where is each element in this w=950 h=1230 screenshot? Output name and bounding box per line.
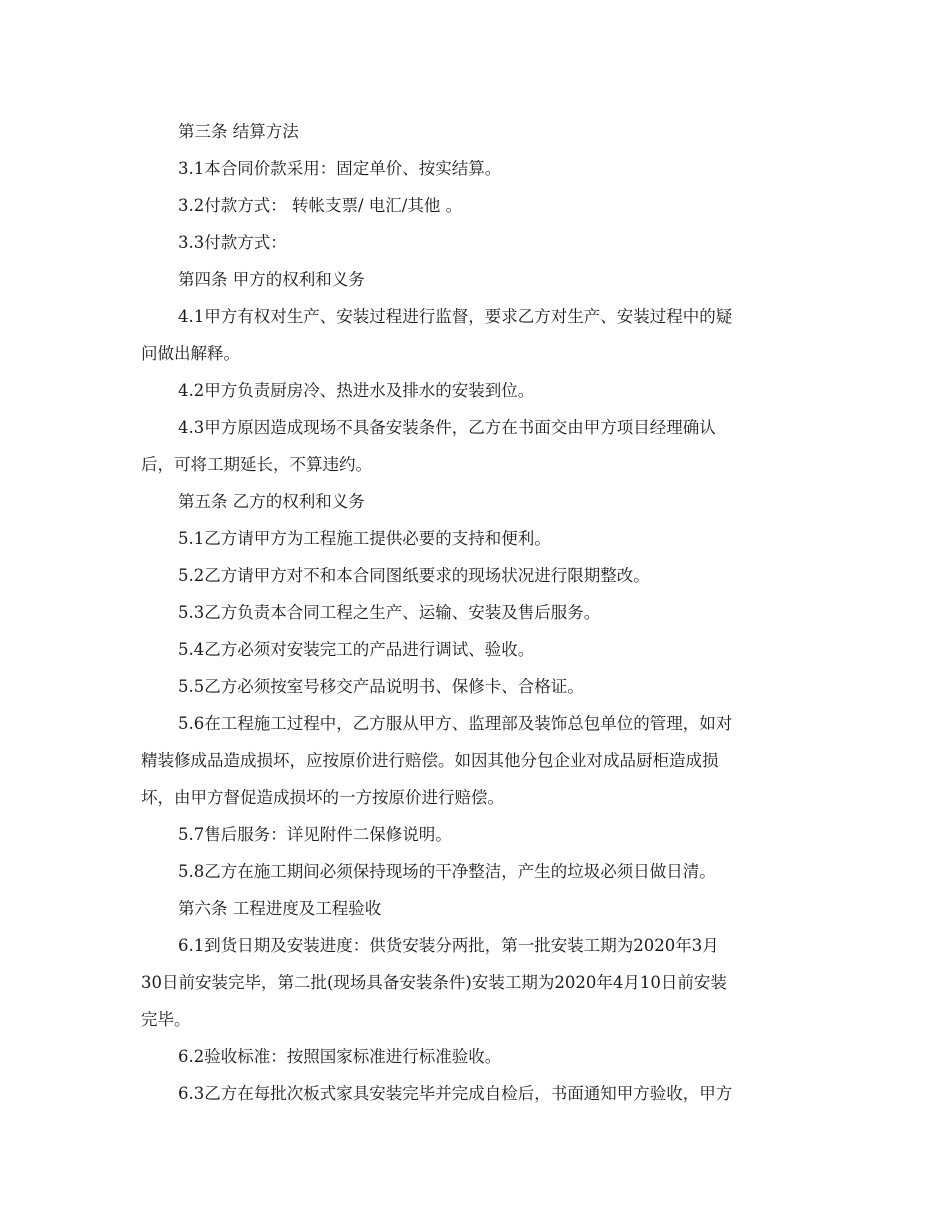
clause-5-5 [141, 668, 811, 705]
text-line: 精装修成品造成损坏，应按原价进行赔偿。如因其他分包企业对成品厨柜造成损 [141, 751, 719, 770]
clause-4-2 [141, 372, 811, 409]
clause-5-3 [141, 594, 811, 631]
text-line: 5.6在工程施工过程中，乙方服从甲方、监理部及装饰总包单位的管理，如对 [178, 714, 733, 733]
text-line: 第三条 结算方法 [178, 122, 299, 141]
clause-4-1 [141, 298, 811, 372]
text-line: 5.2乙方请甲方对不和本合同图纸要求的现场状况进行限期整改。 [178, 566, 650, 585]
document-body [141, 113, 811, 1112]
text-line: 第六条 工程进度及工程验收 [178, 899, 382, 918]
text-line: 3.3付款方式： [178, 233, 287, 252]
text-line: 5.7售后服务：详见附件二保修说明。 [178, 825, 452, 844]
text-line: 30日前安装完毕，第二批(现场具备安装条件)安装工期为2020年4月10日前安装 [141, 973, 727, 992]
clause-3-2 [141, 187, 811, 224]
clause-5-2 [141, 557, 811, 594]
clause-6-3 [141, 1075, 811, 1112]
text-line: 完毕。 [141, 1010, 191, 1029]
text-line: 第五条 乙方的权利和义务 [178, 492, 365, 511]
clause-5-heading [141, 483, 811, 520]
clause-5-4 [141, 631, 811, 668]
text-line: 3.1本合同价款采用：固定单价、按实结算。 [178, 159, 502, 178]
clause-5-7 [141, 816, 811, 853]
clause-3-1 [141, 150, 811, 187]
text-line: 后，可将工期延长，不算违约。 [141, 455, 372, 474]
text-line: 问做出解释。 [141, 344, 240, 363]
text-line: 5.3乙方负责本合同工程之生产、运输、安装及售后服务。 [178, 603, 601, 622]
clause-6-1 [141, 927, 811, 1038]
text-line: 5.8乙方在施工期间必须保持现场的干净整洁，产生的垃圾必须日做日清。 [178, 862, 716, 881]
text-line: 4.2甲方负责厨房冷、热进水及排水的安装到位。 [178, 381, 535, 400]
clause-4-3 [141, 409, 811, 483]
text-line: 5.1乙方请甲方为工程施工提供必要的支持和便利。 [178, 529, 551, 548]
clause-5-1 [141, 520, 811, 557]
text-line: 4.3甲方原因造成现场不具备安装条件，乙方在书面交由甲方项目经理确认 [178, 418, 716, 437]
clause-3-heading [141, 113, 811, 150]
text-line: 5.4乙方必须对安装完工的产品进行调试、验收。 [178, 640, 535, 659]
text-line: 6.2验收标准：按照国家标准进行标准验收。 [178, 1047, 502, 1066]
text-line: 4.1甲方有权对生产、安装过程进行监督，要求乙方对生产、安装过程中的疑 [178, 307, 733, 326]
text-line: 坏，由甲方督促造成损坏的一方按原价进行赔偿。 [141, 788, 504, 807]
clause-5-6 [141, 705, 811, 816]
text-line: 3.2付款方式： 转帐支票/ 电汇/其他 。 [178, 196, 463, 215]
clause-3-3 [141, 224, 811, 261]
text-line: 6.3乙方在每批次板式家具安装完毕并完成自检后，书面通知甲方验收，甲方 [178, 1084, 733, 1103]
clause-4-heading [141, 261, 811, 298]
text-line: 第四条 甲方的权利和义务 [178, 270, 365, 289]
clause-5-8 [141, 853, 811, 890]
text-line: 6.1到货日期及安装进度：供货安装分两批，第一批安装工期为2020年3月 [178, 936, 719, 955]
clause-6-2 [141, 1038, 811, 1075]
text-line: 5.5乙方必须按室号移交产品说明书、保修卡、合格证。 [178, 677, 584, 696]
clause-6-heading [141, 890, 811, 927]
